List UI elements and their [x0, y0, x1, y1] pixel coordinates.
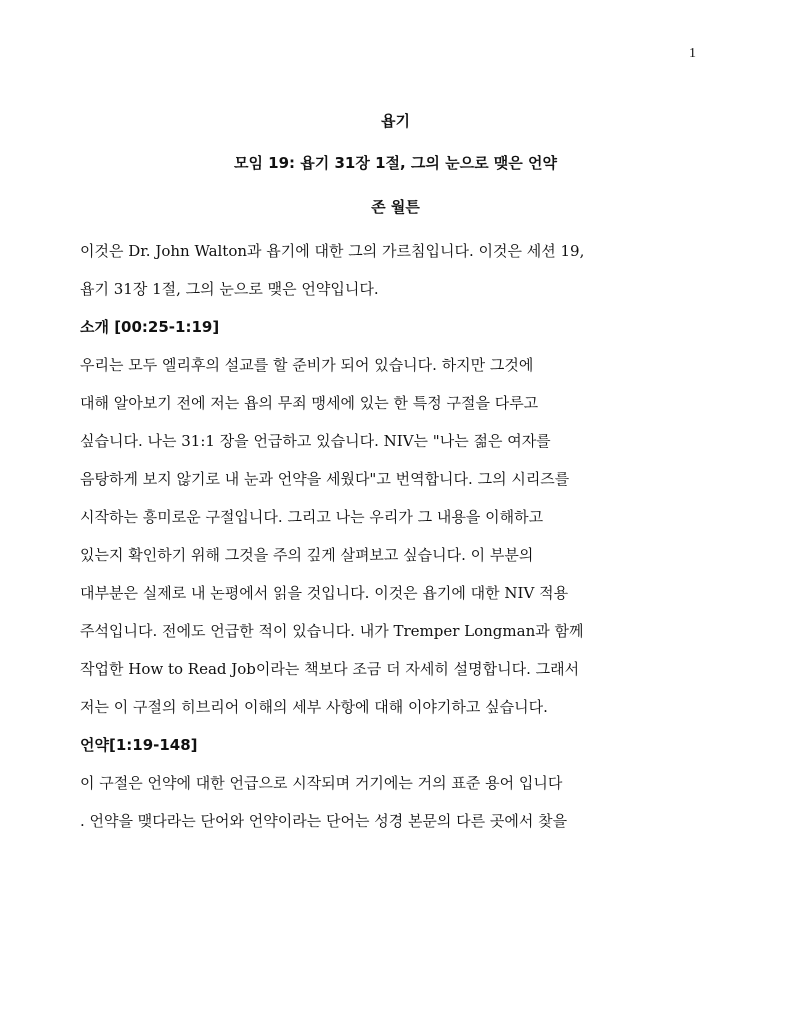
intro-line: 욥기 31장 1절, 그의 눈으로 맺은 언약입니다.: [80, 280, 379, 298]
paragraph-line: 있는지 확인하기 위해 그것을 주의 깊게 살펴보고 싶습니다. 이 부분의: [80, 546, 534, 564]
paragraph-line: 이 구절은 언약에 대한 언급으로 시작되며 거기에는 거의 표준 용어 입니다: [80, 774, 563, 792]
paragraph-line: 대해 알아보기 전에 저는 욥의 무죄 맹세에 있는 한 특정 구절을 다루고: [80, 394, 539, 412]
document-title: 욥기: [381, 112, 410, 130]
document-author: 존 월튼: [371, 198, 420, 216]
paragraph-line: . 언약을 맺다라는 단어와 언약이라는 단어는 성경 본문의 다른 곳에서 찾을: [80, 812, 568, 830]
intro-line: 이것은 Dr. John Walton과 욥기에 대한 그의 가르침입니다. 이것은 세션 19,: [80, 242, 585, 260]
document-body: [80, 232, 720, 840]
paragraph-line: 음탕하게 보지 않기로 내 눈과 언약을 세웠다"고 번역합니다. 그의 시리즈를: [80, 470, 570, 488]
paragraph-line: 대부분은 실제로 내 논평에서 읽을 것입니다. 이것은 욥기에 대한 NIV 적용: [80, 584, 569, 602]
paragraph-line: 우리는 모두 엘리후의 설교를 할 준비가 되어 있습니다. 하지만 그것에: [80, 356, 534, 374]
section-heading-intro: 소개 [00:25-1:19]: [80, 318, 220, 336]
section-heading-covenant: 언약[1:19-148]: [80, 736, 198, 754]
paragraph-line: 싶습니다. 나는 31:1 장을 언급하고 있습니다. NIV는 "나는 젊은 여자를: [80, 432, 551, 450]
paragraph-line: 시작하는 흥미로운 구절입니다. 그리고 나는 우리가 그 내용을 이해하고: [80, 508, 544, 526]
page-number: 1: [689, 46, 696, 61]
paragraph-line: 저는 이 구절의 히브리어 이해의 세부 사항에 대해 이야기하고 싶습니다.: [80, 698, 548, 716]
paragraph-line: 주석입니다. 전에도 언급한 적이 있습니다. 내가 Tremper Longman과 함께: [80, 622, 584, 640]
paragraph-line: 작업한 How to Read Job이라는 책보다 조금 더 자세히 설명합니다. 그래서: [80, 660, 580, 678]
document-subtitle: 모임 19: 욥기 31장 1절, 그의 눈으로 맺은 언약: [233, 154, 557, 172]
